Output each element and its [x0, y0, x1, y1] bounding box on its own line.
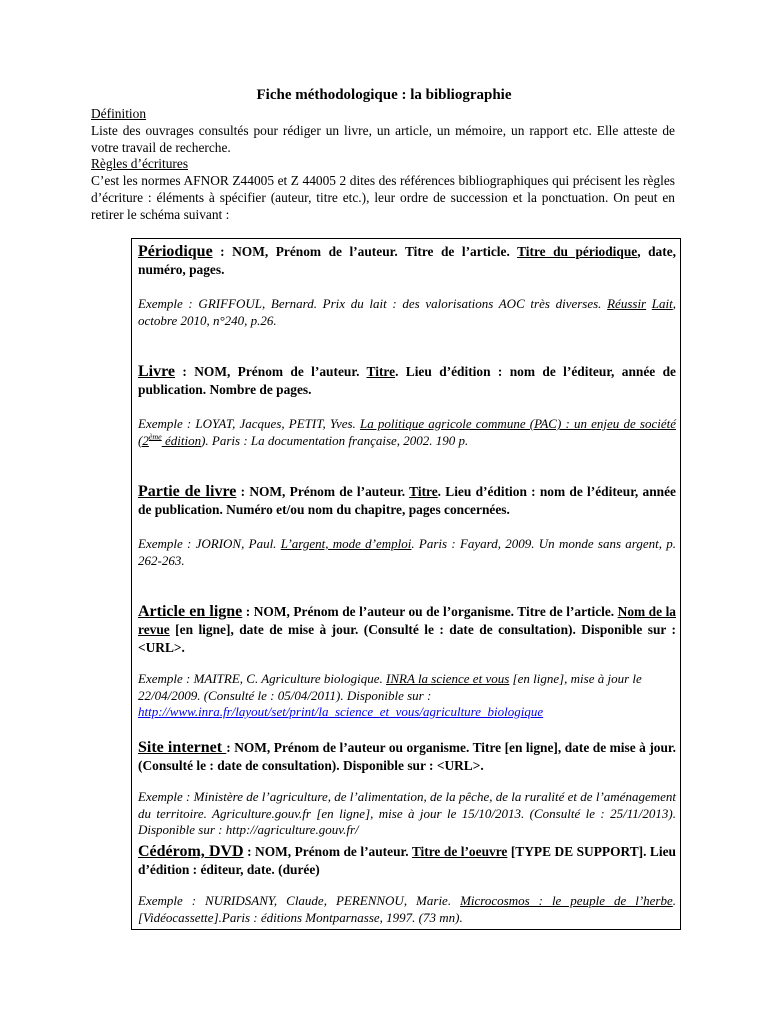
site-definition: Site internet : NOM, Prénom de l’auteur ou organisme. Titre [en ligne], date de mise à jour. (Consulté le : date de consultation). Disponible sur : <URL>. — [138, 739, 676, 773]
entry-livre — [138, 363, 676, 449]
page-title: Fiche méthodologique : la bibliographie — [256, 87, 512, 103]
rules-heading: Règles d’écritures — [91, 156, 189, 172]
article-definition: Article en ligne : NOM, Prénom de l’auteur ou de l’organisme. Titre de l’article. Nom de la revue [en ligne], date de mise à jour. (Consulté le : date de consultation). Disponible sur : <URL>. — [138, 603, 676, 655]
cederom-definition: Cédérom, DVD : NOM, Prénom de l’auteur. Titre de l’oeuvre [TYPE DE SUPPORT]. Lieu d’édition : éditeur, date. (durée) — [138, 843, 676, 877]
cederom-example: Exemple : NURIDSANY, Claude, PERENNOU, Marie. Microcosmos : le peuple de l’herbe. [Vidéocassette].Paris : éditions Montparnasse, 1997. (73 mn). — [138, 893, 676, 925]
partie-heading: Partie de livre — [138, 483, 237, 500]
definition-heading: Définition — [91, 106, 147, 121]
partie-definition: Partie de livre : NOM, Prénom de l’auteur. Titre. Lieu d’édition : nom de l’éditeur, année de publication. Numéro et/ou nom du chapitre, pages concernées. — [138, 483, 676, 517]
partie-example: Exemple : JORION, Paul. L’argent, mode d’emploi. Paris : Fayard, 2009. Un monde sans argent, p. 262-263. — [138, 536, 676, 568]
rules-text: C’est les normes AFNOR Z44005 et Z 44005 2 dites des références bibliographiques qui précisent les règles d’écriture : éléments à spécifier (auteur, titre etc.), leur ordre de succession et la ponctuation. On peut en retirer le schéma suivant : — [91, 173, 675, 222]
entry-article-en-ligne — [138, 603, 676, 721]
site-heading: Site internet — [138, 739, 227, 756]
intro-section — [91, 106, 675, 224]
site-example: Exemple : Ministère de l’agriculture, de l’alimentation, de la pêche, de la ruralité et de l’aménagement du territoire. Agriculture.gouv.fr [en ligne], mise à jour le 15/10/2013. (Consulté le : 25/11/2013). Disponible sur : http://agriculture.gouv.fr/ — [138, 789, 676, 837]
periodique-heading: Périodique — [138, 243, 213, 260]
livre-example: Exemple : LOYAT, Jacques, PETIT, Yves. La politique agricole commune (PAC) : un enjeu de société (2ème édition). Paris : La documentation française, 2002. 190 p. — [138, 416, 676, 448]
livre-definition: Livre : NOM, Prénom de l’auteur. Titre. Lieu d’édition : nom de l’éditeur, année de publication. Nombre de pages. — [138, 363, 676, 397]
definition-text: Liste des ouvrages consultés pour rédiger un livre, un article, un mémoire, un rapport etc. Elle atteste de votre travail de recherche. — [91, 122, 675, 155]
periodique-definition: Périodique : NOM, Prénom de l’auteur. Titre de l’article. Titre du périodique, date, numéro, pages. — [138, 243, 676, 277]
article-example: Exemple : MAITRE, C. Agriculture biologique. INRA la science et vous [en ligne], mise à jour le 22/04/2009. (Consulté le : 05/04/2011). Disponible sur : http://www.inra.fr/layout/set/print/la_science_et_vous/agriculture_biologique — [138, 671, 642, 719]
entry-cederom-dvd — [138, 843, 676, 926]
livre-heading: Livre — [138, 363, 176, 380]
article-heading: Article en ligne — [138, 603, 243, 620]
entry-periodique — [138, 243, 676, 329]
cederom-heading: Cédérom, DVD — [138, 843, 244, 860]
entry-site-internet — [138, 739, 676, 839]
periodique-example: Exemple : GRIFFOUL, Bernard. Prix du lait : des valorisations AOC très diverses. Réussir Lait, octobre 2010, n°240, p.26. — [138, 296, 677, 328]
article-example-link[interactable]: http://www.inra.fr/layout/set/print/la_science_et_vous/agriculture_biologique — [138, 704, 544, 719]
bibliography-schema-box — [131, 238, 681, 930]
entry-partie-de-livre — [138, 483, 676, 569]
